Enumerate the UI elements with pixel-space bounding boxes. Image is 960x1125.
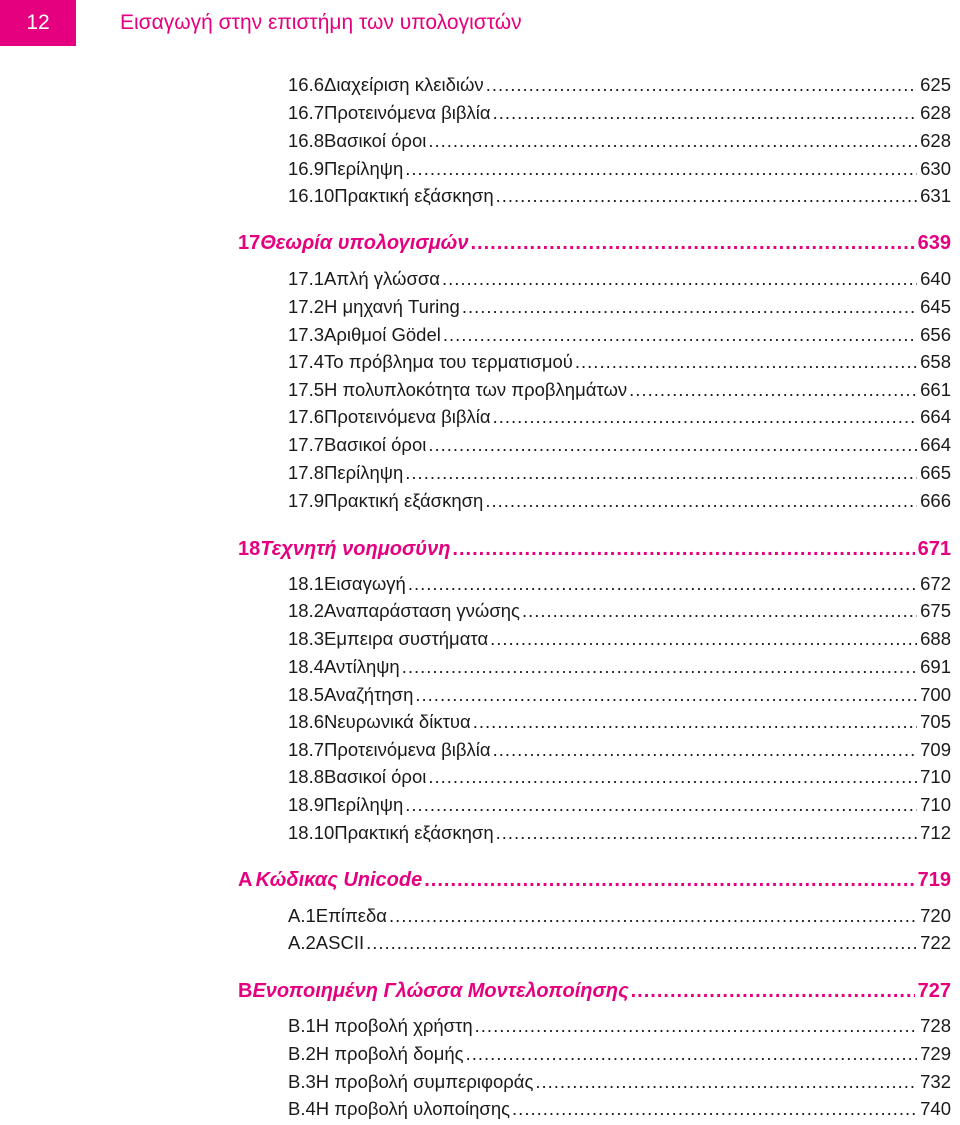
entry-number: 17.4 [288, 351, 325, 372]
entry-page-number: 656 [920, 324, 951, 345]
book-title: Εισαγωγή στην επιστήμη των υπολογιστών [120, 11, 522, 34]
toc-chapter-entry [238, 229, 951, 257]
toc-section-entry [288, 682, 951, 708]
toc-chapter-entry [238, 977, 951, 1005]
entry-number: 16.9 [288, 158, 325, 179]
entry-number: A [238, 869, 253, 891]
entry-page-number: 658 [920, 351, 951, 372]
dot-leader [473, 709, 917, 735]
entry-title: Περίληψη [324, 794, 404, 815]
entry-number: 17.9 [288, 490, 325, 511]
entry-page-number: 631 [920, 185, 951, 206]
dot-leader [443, 322, 917, 348]
entry-page-number: 727 [917, 980, 951, 1002]
entry-number: 17.5 [288, 379, 325, 400]
toc-section-entry [288, 764, 951, 790]
entry-page-number: 625 [920, 74, 951, 95]
entry-number: 18.5 [288, 684, 325, 705]
dot-leader [496, 183, 918, 209]
entry-number: A.2 [288, 932, 316, 953]
entry-number: 18.6 [288, 711, 325, 732]
entry-page-number: 691 [920, 656, 951, 677]
entry-title: Προτεινόμενα βιβλία [324, 739, 491, 760]
dot-leader [389, 903, 917, 929]
entry-title: Βασικοί όροι [324, 766, 427, 787]
entry-number: 17.1 [288, 268, 325, 289]
dot-leader [452, 535, 914, 563]
dot-leader [428, 432, 917, 458]
entry-page-number: 722 [920, 932, 951, 953]
entry-title: Η πολυπλοκότητα των προβλημάτων [324, 379, 628, 400]
entry-number: B.2 [288, 1043, 316, 1064]
dot-leader [629, 377, 917, 403]
entry-title: Αναζήτηση [324, 684, 414, 705]
entry-title: Νευρωνικά δίκτυα [324, 711, 471, 732]
entry-title: Το πρόβλημα του τερματισμού [324, 351, 573, 372]
entry-title: Η προβολή υλοποίησης [315, 1098, 511, 1119]
entry-number: 16.8 [288, 130, 325, 151]
toc-section-entry [288, 432, 951, 458]
dot-leader [428, 128, 917, 154]
entry-page-number: 640 [920, 268, 951, 289]
dot-leader [405, 792, 917, 818]
entry-title: Περίληψη [324, 158, 404, 179]
dot-leader [415, 682, 917, 708]
dot-leader [475, 1013, 917, 1039]
toc-section-entry [288, 156, 951, 182]
toc-section-entry [288, 930, 951, 956]
dot-leader [366, 930, 917, 956]
entry-number: 16.7 [288, 102, 325, 123]
entry-number: B.1 [288, 1015, 316, 1036]
entry-number: B [238, 980, 253, 1002]
dot-leader [405, 156, 917, 182]
entry-page-number: 719 [917, 869, 951, 891]
entry-title: Θεωρία υπολογισμών [260, 232, 469, 254]
entry-title: Περίληψη [324, 462, 404, 483]
toc-chapter-entry [238, 866, 951, 894]
entry-title: Εισαγωγή [324, 573, 406, 594]
dot-leader [485, 488, 917, 514]
entry-title: Βασικοί όροι [324, 434, 427, 455]
entry-page-number: 645 [920, 296, 951, 317]
dot-leader [462, 294, 917, 320]
toc-section-entry [288, 72, 951, 98]
entry-number: 18.3 [288, 628, 325, 649]
entry-title: Προτεινόμενα βιβλία [324, 102, 491, 123]
dot-leader [575, 349, 917, 375]
entry-page-number: 740 [920, 1098, 951, 1119]
toc-section-entry [288, 183, 951, 209]
toc-section-entry [288, 626, 951, 652]
entry-title: Κώδικας Unicode [255, 869, 423, 891]
toc-section-entry [288, 488, 951, 514]
entry-number: 16.6 [288, 74, 325, 95]
entry-page-number: 729 [920, 1043, 951, 1064]
entry-number: 18.4 [288, 656, 325, 677]
dot-leader [486, 72, 917, 98]
entry-page-number: 700 [920, 684, 951, 705]
toc-section-entry [288, 571, 951, 597]
dot-leader [402, 654, 917, 680]
entry-page-number: 665 [920, 462, 951, 483]
toc-section-entry [288, 598, 951, 624]
entry-page-number: 728 [920, 1015, 951, 1036]
toc-section-entry [288, 1013, 951, 1039]
entry-title: Η μηχανή Turing [324, 296, 460, 317]
entry-page-number: 666 [920, 490, 951, 511]
entry-number: 18.9 [288, 794, 325, 815]
entry-number: 18.2 [288, 600, 325, 621]
entry-page-number: 661 [920, 379, 951, 400]
dot-leader [424, 866, 914, 894]
toc-section-entry [288, 1069, 951, 1095]
toc-section-entry [288, 100, 951, 126]
entry-title: Πρακτική εξάσκηση [334, 185, 494, 206]
entry-page-number: 709 [920, 739, 951, 760]
dot-leader [522, 598, 917, 624]
entry-number: B.3 [288, 1071, 316, 1092]
entry-number: B.4 [288, 1098, 316, 1119]
toc-section-entry [288, 1096, 951, 1122]
entry-page-number: 630 [920, 158, 951, 179]
entry-number: 17.2 [288, 296, 325, 317]
toc-section-entry [288, 709, 951, 735]
dot-leader [512, 1096, 917, 1122]
entry-title: Απλή γλώσσα [324, 268, 440, 289]
entry-page-number: 672 [920, 573, 951, 594]
entry-number: A.1 [288, 905, 316, 926]
entry-title: ASCII [315, 932, 365, 953]
toc-section-entry [288, 404, 951, 430]
entry-number: 17 [238, 232, 261, 254]
entry-page-number: 710 [920, 766, 951, 787]
entry-page-number: 710 [920, 794, 951, 815]
toc-section-entry [288, 294, 951, 320]
toc-section-entry [288, 460, 951, 486]
entry-title: Βασικοί όροι [324, 130, 427, 151]
entry-number: 16.10 [288, 185, 335, 206]
entry-page-number: 720 [920, 905, 951, 926]
entry-title: Εμπειρα συστήματα [324, 628, 489, 649]
entry-number: 18.10 [288, 822, 335, 843]
entry-title: Αντίληψη [324, 656, 400, 677]
toc-section-entry [288, 349, 951, 375]
entry-number: 17.7 [288, 434, 325, 455]
entry-number: 17.6 [288, 406, 325, 427]
entry-title: Πρακτική εξάσκηση [334, 822, 494, 843]
entry-page-number: 712 [920, 822, 951, 843]
toc-section-entry [288, 377, 951, 403]
entry-number: 18.7 [288, 739, 325, 760]
entry-page-number: 688 [920, 628, 951, 649]
toc-section-entry [288, 820, 951, 846]
entry-number: 17.8 [288, 462, 325, 483]
entry-number: 18 [238, 538, 261, 560]
toc-section-entry [288, 903, 951, 929]
dot-leader [408, 571, 917, 597]
entry-title: Διαχείριση κλειδιών [324, 74, 484, 95]
dot-leader [493, 404, 918, 430]
entry-title: Τεχνητή νοημοσύνη [260, 538, 451, 560]
entry-page-number: 664 [920, 406, 951, 427]
entry-title: Η προβολή δομής [315, 1043, 464, 1064]
entry-page-number: 675 [920, 600, 951, 621]
entry-number: 17.3 [288, 324, 325, 345]
entry-title: Επίπεδα [315, 905, 387, 926]
entry-title: Αναπαράσταση γνώσης [324, 600, 520, 621]
toc-section-entry [288, 792, 951, 818]
entry-number: 18.8 [288, 766, 325, 787]
entry-page-number: 628 [920, 102, 951, 123]
entry-title: Προτεινόμενα βιβλία [324, 406, 491, 427]
toc-section-entry [288, 266, 951, 292]
entry-title: Ενοποιημένη Γλώσσα Μοντελοποίησης [252, 980, 629, 1002]
entry-page-number: 671 [917, 538, 951, 560]
entry-title: Η προβολή συμπεριφοράς [315, 1071, 534, 1092]
dot-leader [631, 977, 915, 1005]
toc-section-entry [288, 737, 951, 763]
dot-leader [442, 266, 917, 292]
dot-leader [466, 1041, 918, 1067]
dot-leader [490, 626, 917, 652]
dot-leader [496, 820, 918, 846]
entry-number: 18.1 [288, 573, 325, 594]
dot-leader [405, 460, 917, 486]
toc-section-entry [288, 1041, 951, 1067]
entry-page-number: 664 [920, 434, 951, 455]
toc-section-entry [288, 128, 951, 154]
toc-section-entry [288, 322, 951, 348]
entry-page-number: 639 [917, 232, 951, 254]
dot-leader [428, 764, 917, 790]
entry-title: Η προβολή χρήστη [315, 1015, 473, 1036]
page-number: 12 [0, 0, 76, 46]
entry-page-number: 705 [920, 711, 951, 732]
toc-chapter-entry [238, 535, 951, 563]
toc-section-entry [288, 654, 951, 680]
dot-leader [471, 229, 915, 257]
entry-title: Πρακτική εξάσκηση [324, 490, 484, 511]
entry-page-number: 732 [920, 1071, 951, 1092]
entry-title: Αριθμοί Gödel [324, 324, 441, 345]
entry-page-number: 628 [920, 130, 951, 151]
dot-leader [493, 737, 918, 763]
dot-leader [535, 1069, 917, 1095]
dot-leader [493, 100, 918, 126]
